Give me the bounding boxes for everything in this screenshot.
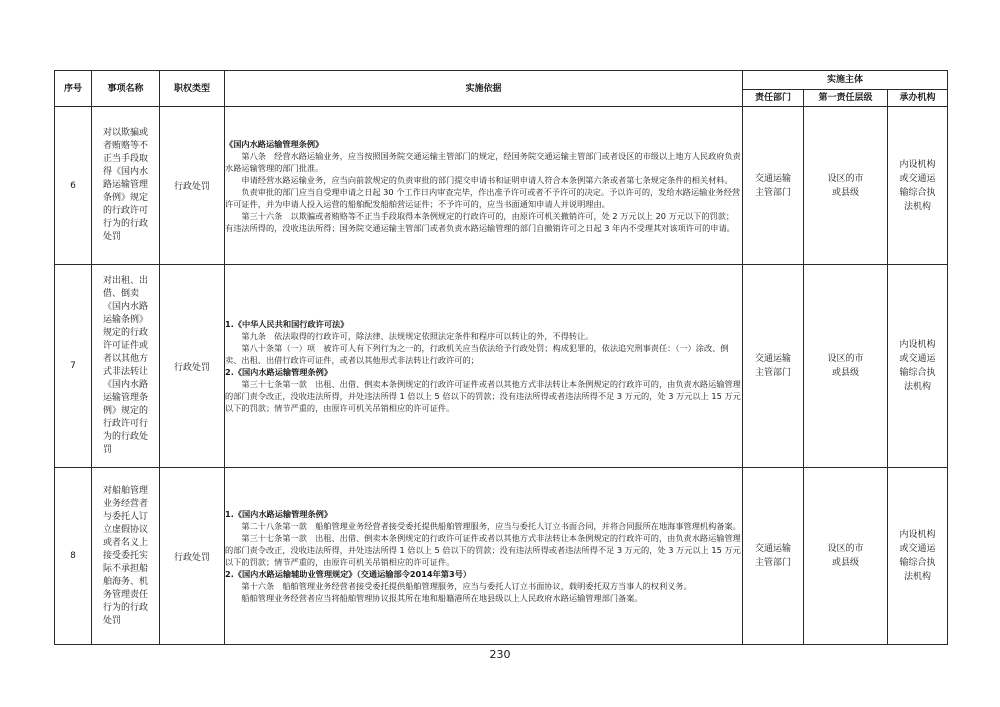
row-seq: 7 bbox=[55, 265, 92, 468]
item-name-line: 接受委托实 bbox=[102, 550, 148, 561]
item-name-line: 舶海务、机 bbox=[102, 576, 148, 587]
item-name-line: 正当手段取 bbox=[102, 154, 148, 164]
item-name-line: 行政许可行 bbox=[102, 419, 148, 429]
agency-line: 或交通运 bbox=[899, 173, 936, 184]
row-seq: 6 bbox=[55, 107, 92, 265]
item-name-line: 罚 bbox=[102, 445, 112, 455]
header-resp-dept: 责任部门 bbox=[743, 90, 804, 107]
basis-paragraph: 第八条 经营水路运输业务，应当按照国务院交通运输主管部门的规定，经国务院交通运输主管部门或者设区的市级以上地方人民政府负责水路运输管理的部门批准。 bbox=[225, 150, 741, 173]
basis-paragraph: 负责审批的部门应当自受理申请之日起 30 个工作日内审查完毕，作出准予许可或者不予许可的决定。予以许可的，发给水路运输业务经营许可证件，并为申请人投入运营的船舶配发船舶营运证件；不予许可的，应当书面通知申请人并说明理由。 bbox=[225, 186, 741, 209]
resp-dept-line: 主管部门 bbox=[754, 558, 791, 568]
row-item-name bbox=[92, 107, 160, 265]
resp-dept-line: 主管部门 bbox=[754, 368, 791, 378]
item-name-line: 对船舶管理 bbox=[102, 485, 148, 496]
first-level-line: 设区的市 bbox=[827, 544, 864, 554]
item-name-line: 或者名义上 bbox=[102, 537, 148, 548]
basis-paragraph: 第三十七条第一款 出租、出借、倒卖本条例规定的行政许可证件或者以其他方式非法转让本条例规定的行政许可的，由负责水路运输管理的部门责令改正，没收违法所得，并处违法所得 1 倍以上 5 倍以下的罚款；没有违法所得或者违法所得不足 3 万元的，处 3 万元以上 15 万元以下的罚款；情节严重的，由原许可机关吊销相应的许可证件。 bbox=[225, 533, 741, 567]
row-power-type: 行政处罚 bbox=[160, 468, 225, 645]
agency-line: 法机构 bbox=[904, 201, 932, 212]
row-first-level bbox=[804, 107, 888, 265]
basis-heading: 2.《国内水路运输管理条例》 bbox=[225, 367, 333, 377]
row-first-level bbox=[804, 265, 888, 468]
row-resp-dept bbox=[743, 265, 804, 468]
agency-line: 或交通运 bbox=[899, 544, 936, 554]
item-name-line: 为的行政处 bbox=[102, 432, 148, 442]
basis-paragraph: 第三十七条第一款 出租、出借、倒卖本条例规定的行政许可证件或者以其他方式非法转让本条例规定的行政许可的，由负责水路运输管理的部门责令改正，没收违法所得，并处违法所得 1 倍以上 5 倍以下的罚款；没有违法所得或者违法所得不足 3 万元的，处 3 万元以上 15 万元以下的罚款；情节严重的，由原许可机关吊销相应的许可证件。 bbox=[225, 379, 741, 413]
item-name-line: 借、倒卖 bbox=[102, 289, 139, 299]
resp-dept-line: 交通运输 bbox=[754, 354, 791, 364]
item-name-line: 的行政许可 bbox=[102, 206, 148, 216]
table-row bbox=[55, 107, 948, 265]
item-name-line: 《国内水路 bbox=[102, 380, 148, 390]
agency-line: 内设机构 bbox=[899, 340, 936, 350]
row-agency bbox=[888, 107, 948, 265]
row-agency bbox=[888, 468, 948, 645]
basis-paragraph: 船舶管理业务经营者应当将船舶管理协议报其所在地和船籍港所在地县级以上人民政府水路运输管理部门备案。 bbox=[241, 593, 643, 603]
item-name-line: 处罚 bbox=[102, 232, 121, 242]
item-name-line: 际不承担船 bbox=[102, 563, 148, 574]
basis-heading: 《国内水路运输管理条例》 bbox=[225, 138, 324, 149]
item-name-line: 与委托人订 bbox=[102, 511, 148, 522]
header-first-level: 第一责任层级 bbox=[804, 90, 888, 107]
row-basis bbox=[225, 265, 743, 468]
first-level-line: 或县级 bbox=[831, 368, 859, 378]
resp-dept-line: 主管部门 bbox=[754, 187, 791, 198]
item-name-line: 业务经营者 bbox=[102, 498, 148, 509]
agency-line: 法机构 bbox=[904, 572, 932, 582]
item-name-line: 式非法转让 bbox=[102, 367, 148, 377]
basis-heading: 1.《中华人民共和国行政许可法》 bbox=[225, 319, 349, 329]
header-item-name: 事项名称 bbox=[92, 71, 160, 107]
item-name-line: 对出租、出 bbox=[102, 276, 148, 286]
row-item-name bbox=[92, 265, 160, 468]
header-agency: 承办机构 bbox=[888, 90, 948, 107]
agency-line: 输综合执 bbox=[899, 368, 936, 378]
basis-paragraph: 第二十八条第一款 船舶管理业务经营者接受委托提供船舶管理服务，应当与委托人订立书面合同，并将合同报所在地海事管理机构备案。 bbox=[241, 521, 741, 531]
first-level-line: 设区的市 bbox=[827, 173, 864, 184]
row-resp-dept bbox=[743, 107, 804, 265]
item-name-line: 者以其他方 bbox=[102, 354, 148, 364]
basis-paragraph: 第三十六条 以欺骗或者贿赂等不正当手段取得本条例规定的行政许可的，由原许可机关撤销许可，处 2 万元以上 20 万元以下的罚款；有违法所得的，没收违法所得；国务院交通运输主管部门或者负责水路运输管理的部门自撤销许可之日起 3 年内不受理其对该项许可的申请。 bbox=[225, 210, 735, 233]
item-name-line: 务管理责任 bbox=[102, 589, 148, 600]
row-basis bbox=[225, 107, 743, 265]
header-seq: 序号 bbox=[55, 71, 92, 107]
agency-line: 法机构 bbox=[904, 382, 932, 392]
row-resp-dept bbox=[743, 468, 804, 645]
basis-paragraph: 第八十条第（一）项 被许可人有下列行为之一的，行政机关应当依法给予行政处罚；构成犯罪的，依法追究刑事责任：（一）涂改、倒卖、出租、出借行政许可证件，或者以其他形式非法转让行政许可的； bbox=[225, 343, 729, 365]
table-row bbox=[55, 265, 948, 468]
agency-line: 内设机构 bbox=[899, 159, 936, 170]
item-name-line: 《国内水路 bbox=[102, 302, 148, 312]
agency-line: 输综合执 bbox=[899, 187, 936, 198]
item-name-line: 例》规定的 bbox=[102, 406, 148, 416]
item-name-line: 规定的行政 bbox=[102, 328, 148, 338]
row-first-level bbox=[804, 468, 888, 645]
item-name-line: 条例》规定 bbox=[102, 193, 148, 203]
page-number: 230 bbox=[489, 648, 511, 661]
agency-line: 内设机构 bbox=[899, 530, 936, 540]
item-name-line: 行为的行政 bbox=[102, 219, 148, 229]
row-agency bbox=[888, 265, 948, 468]
header-power-type: 职权类型 bbox=[160, 71, 225, 107]
row-power-type: 行政处罚 bbox=[160, 107, 225, 265]
basis-heading: 1.《国内水路运输管理条例》 bbox=[225, 509, 333, 519]
basis-paragraph: 第九条 依法取得的行政许可，除法律、法规规定依照法定条件和程序可以转让的外，不得转让。 bbox=[241, 331, 594, 341]
row-item-name bbox=[92, 468, 160, 645]
item-name-line: 运输条例》 bbox=[102, 315, 148, 325]
item-name-line: 立虚假协议 bbox=[102, 524, 148, 535]
basis-paragraph: 第十六条 船舶管理业务经营者接受委托提供船舶管理服务，应当与委托人订立书面协议，载明委托双方当事人的权利义务。 bbox=[241, 581, 692, 591]
header-basis: 实施依据 bbox=[225, 71, 743, 107]
table-row bbox=[55, 468, 948, 645]
row-seq: 8 bbox=[55, 468, 92, 645]
first-level-line: 或县级 bbox=[831, 187, 859, 198]
row-power-type: 行政处罚 bbox=[160, 265, 225, 468]
agency-line: 或交通运 bbox=[899, 354, 936, 364]
table-body bbox=[55, 107, 948, 645]
item-name-line: 者贿赂等不 bbox=[102, 141, 148, 151]
row-basis bbox=[225, 468, 743, 645]
resp-dept-line: 交通运输 bbox=[754, 544, 791, 554]
resp-dept-line: 交通运输 bbox=[754, 173, 791, 184]
enforcement-table bbox=[54, 70, 948, 645]
item-name-line: 对以欺骗或 bbox=[102, 128, 148, 138]
first-level-line: 或县级 bbox=[831, 558, 859, 568]
item-name-line: 路运输管理 bbox=[102, 180, 148, 190]
header-subject: 实施主体 bbox=[743, 71, 948, 90]
basis-heading: 2.《国内水路运输辅助业管理规定》（交通运输部令2014年第3号） bbox=[225, 569, 472, 579]
item-name-line: 行为的行政 bbox=[102, 602, 148, 613]
item-name-line: 许可证件或 bbox=[102, 341, 148, 351]
item-name-line: 运输管理条 bbox=[102, 393, 148, 403]
agency-line: 输综合执 bbox=[899, 558, 936, 568]
item-name-line: 得《国内水 bbox=[102, 167, 148, 177]
item-name-line: 处罚 bbox=[102, 615, 121, 626]
first-level-line: 设区的市 bbox=[827, 354, 864, 364]
basis-paragraph: 申请经营水路运输业务，应当向前款规定的负责审批的部门提交申请书和证明申请人符合本条例第六条或者第七条规定条件的相关材料。 bbox=[241, 174, 733, 185]
